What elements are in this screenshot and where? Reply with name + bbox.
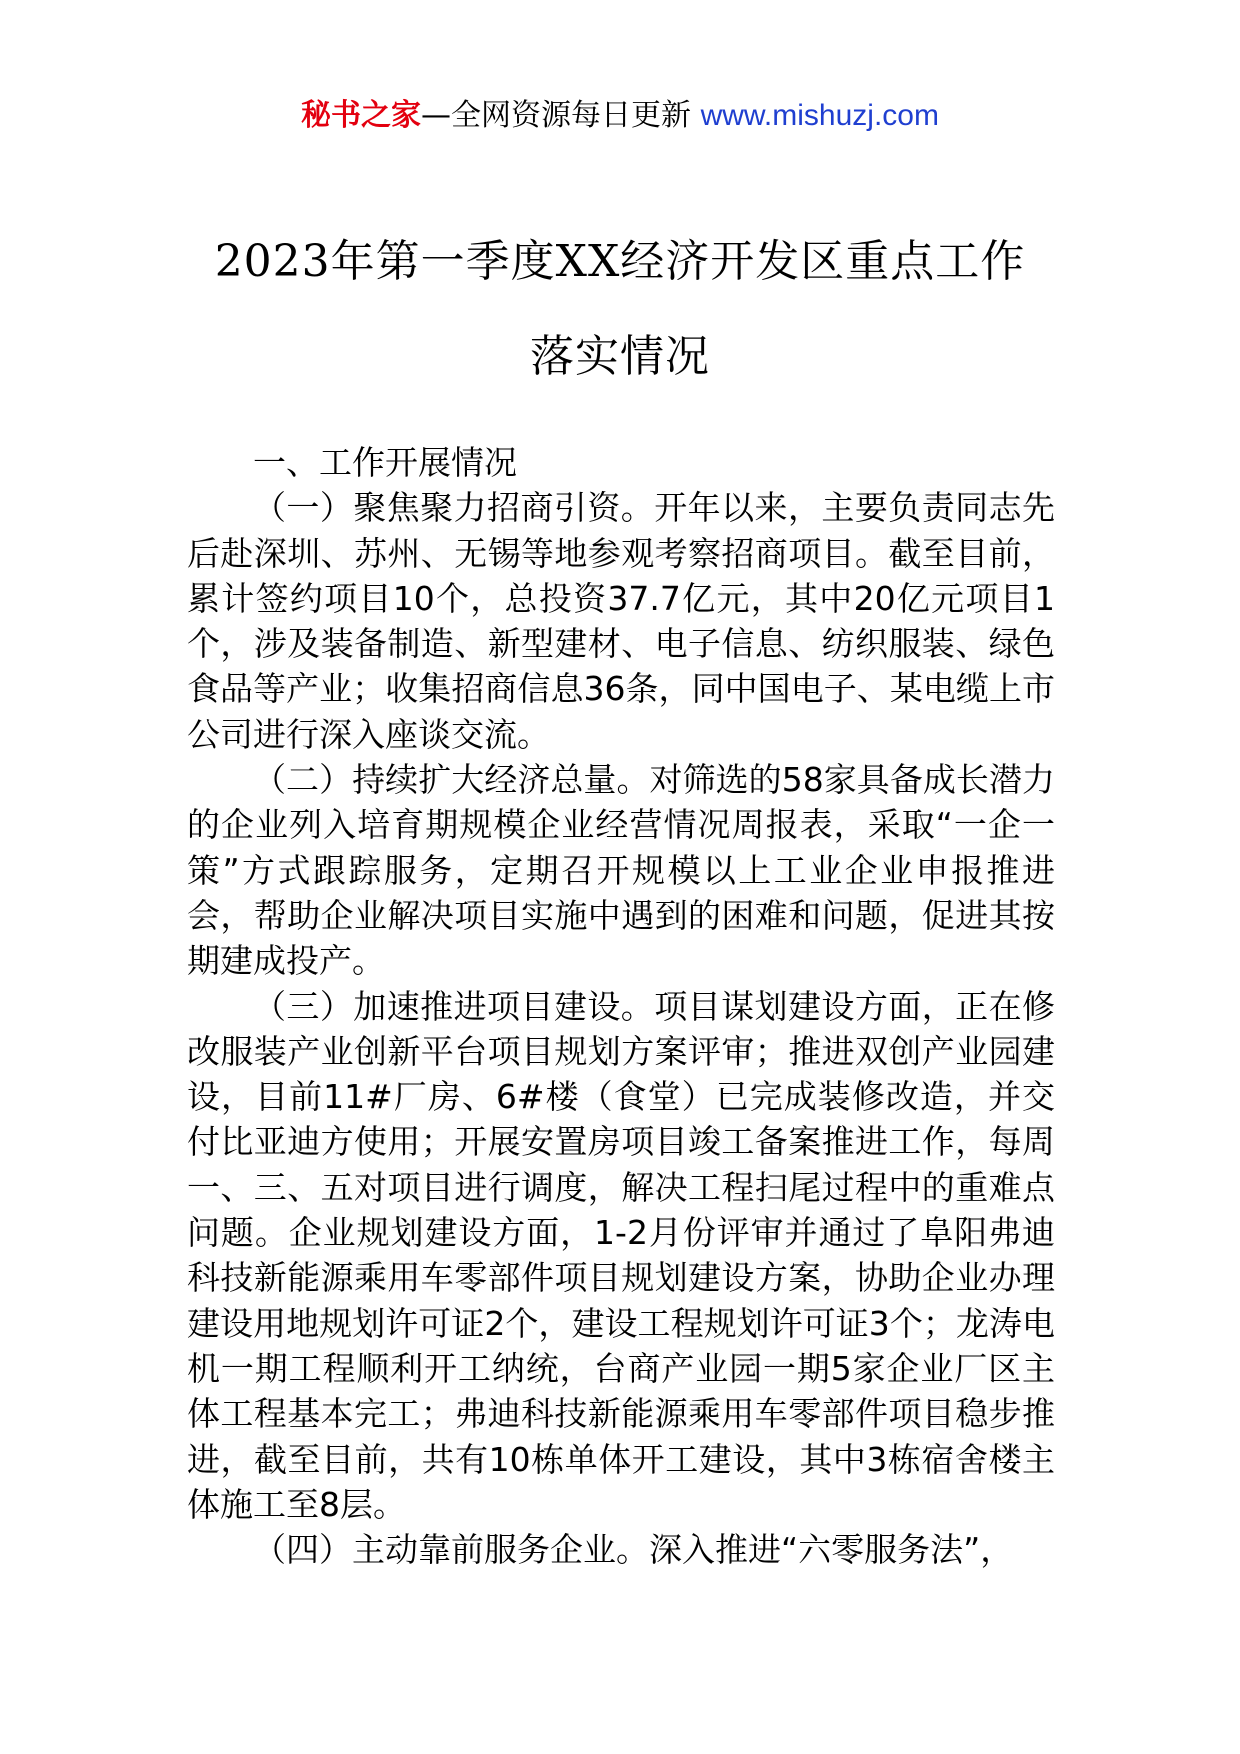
paragraph: （一）聚焦聚力招商引资。开年以来，主要负责同志先后赴深圳、苏州、无锡等地参观考察招商项目。截至目前，累计签约项目10个，总投资37.7亿元，其中20亿元项目1个，涉及装备制造、新型建材、电子信息、纺织服装、绿色食品等产业；收集招商信息36条，同中国电子、某电缆上市公司进行深入座谈交流。 xyxy=(187,488,1055,754)
site-banner xyxy=(0,96,1240,136)
document-title-line-1: 2023年第一季度XX经济开发区重点工作 xyxy=(214,236,1026,287)
document-title-line-2: 落实情况 xyxy=(530,331,710,382)
site-brand: 秘书之家 xyxy=(301,98,422,133)
site-url[interactable]: www.mishuzj.com xyxy=(700,99,939,132)
paragraph: （二）持续扩大经济总量。对筛选的58家具备成长潜力的企业列入培育期规模企业经营情况周报表，采取“一企一策”方式跟踪服务，定期召开规模以上工业企业申报推进会，帮助企业解决项目实施中遇到的困难和问题，促进其按期建成投产。 xyxy=(187,760,1055,981)
section-heading: 一、工作开展情况 xyxy=(253,443,517,482)
paragraph: （三）加速推进项目建设。项目谋划建设方面，正在修改服装产业创新平台项目规划方案评审；推进双创产业园建设，目前11#厂房、6#楼（食堂）已完成装修改造，并交付比亚迪方使用；开展安置房项目竣工备案推进工作，每周一、三、五对项目进行调度，解决工程扫尾过程中的重难点问题。企业规划建设方面，1-2月份评审并通过了阜阳弗迪科技新能源乘用车零部件项目规划建设方案，协助企业办理建设用地规划许可证2个，建设工程规划许可证3个；龙涛电机一期工程顺利开工纳统，台商产业园一期5家企业厂区主体工程基本完工；弗迪科技新能源乘用车零部件项目稳步推进，截至目前，共有10栋单体开工建设，其中3栋宿舍楼主体施工至8层。 xyxy=(187,986,1055,1524)
site-tagline: —全网资源每日更新 xyxy=(421,98,692,133)
paragraph: （四）主动靠前服务企业。深入推进“六零服务法”， xyxy=(253,1530,1014,1570)
document-body xyxy=(187,440,1055,1572)
